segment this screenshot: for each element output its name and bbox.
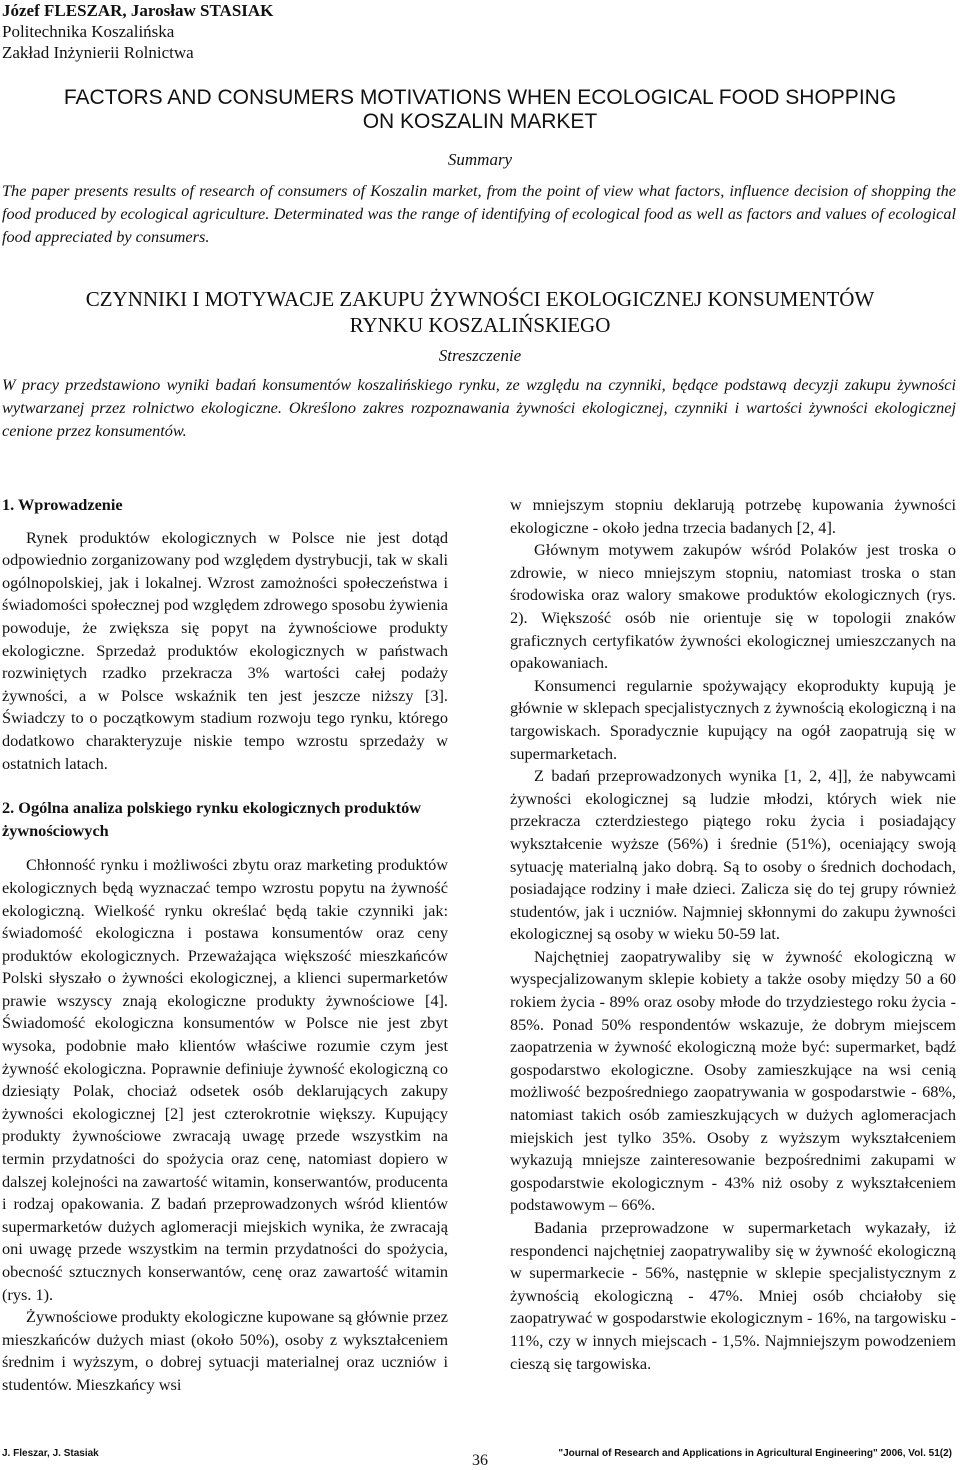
right-paragraph-1: Głównym motywem zakupów wśród Polaków jest troska o zdrowie, w nieco mniejszym stopniu, natomiast troska o stan środowiska oraz walory smakowe produktów ekologicznych (rys. 2). Większość osób nie orientuje się w topologii znaków graficznych certyfikatów żywności ekologicznej umieszczanych na opakowaniach. xyxy=(510,540,956,673)
polish-title-line2: RYNKU KOSZALIŃSKIEGO xyxy=(349,313,611,337)
affiliation-university: Politechnika Koszalińska xyxy=(2,22,175,41)
author-block xyxy=(2,0,273,63)
english-title-line1: FACTORS AND CONSUMERS MOTIVATIONS WHEN ECOLOGICAL FOOD SHOPPING xyxy=(63,86,897,109)
section1-paragraph: Rynek produktów ekologicznych w Polsce nie jest dotąd odpowiednio zorganizowany pod względem dystrybucji, tak w skali ogólnopolskiej, jak i lokalnej. Wzrost zamożności społeczeństwa i świadomości społecznej pod względem zdrowego sposobu żywienia powoduje, że zwiększa się popyt na żywnościowe produkty ekologiczne. Sprzedaż produktów ekologicznych w państwach rozwiniętych rzadko przekracza 3% wartości całej podaży żywności, a w Polsce wskaźnik ten jest jeszcze niższy [3]. Świadczy to o początkowym stadium rozwoju tego rynku, którego dodatkowo charakteryzuje niskie tempo wzrostu sprzedaży w ostatnich latach. xyxy=(2,527,448,773)
right-paragraph-4: Najchętniej zaopatrywaliby się w żywność ekologiczną w wyspecjalizowanym sklepie kobiety a także osoby między 50 a 60 rokiem życia - 89% oraz osoby młode do trzydziestego roku życia - 85%. Ponad 50% respondentów wskazuje, że dobrym miejscem zaopatrzenia w żywność ekologiczną może być: supermarket, bądź gospodarstwo ekologiczne. Osoby zamieszkujące na wsi cenią możliwość bezpośredniego zaopatrywania w gospodarstwie - 68%, natomiast takich osób zamieszkujących w dużych aglomeracjach miejskich jest tylko 35%. Osoby z wyższym wykształceniem wykazują mniejsze zainteresowanie bezpośrednimi zakupami w gospodarstwie ekologicznym - 43% niż osoby z wykształceniem podstawowym – 66%. xyxy=(510,946,956,1215)
polish-abstract: W pracy przedstawiono wyniki badań konsumentów koszalińskiego rynku, ze względu na czynniki, będące podstawą decyzji zakupu żywności wytwarzanej przez rolnictwo ekologiczne. Określono zakres rozpoznawania żywności ekologicznej, czynniki i wartości żywności ekologicznej cenione przez konsumentów. xyxy=(2,375,956,440)
section1-heading: 1. Wprowadzenie xyxy=(2,495,123,514)
author-names: Józef FLESZAR, Jarosław STASIAK xyxy=(2,1,274,20)
section2-paragraph-2: Żywnościowe produkty ekologiczne kupowane są głównie przez mieszkańców dużych miast (około 50%), osoby z wykształceniem średnim i wyższym, o dobrej sytuacji materialnej oraz uczniów i studentów. Mieszkańcy wsi xyxy=(2,1307,448,1394)
english-abstract: The paper presents results of research of consumers of Koszalin market, from the point of view what factors, influence decision of shopping the food produced by ecological agriculture. Determinated was the range of identifying of ecological food as well as factors and values of ecological food appreciated by consumers. xyxy=(2,181,956,246)
left-column xyxy=(2,494,448,1397)
summary-label: Summary xyxy=(447,150,513,169)
right-paragraph-5: Badania przeprowadzone w supermarketach wykazały, iż respondenci najchętniej zaopatrywaliby się w żywność ekologiczną w supermarkecie - 56%, następnie w sklepie specjalistycznym z żywnością ekologiczną - 47%. Mniej osób chciałoby się zaopatrywać w gospodarstwie ekologicznym - 16%, na targowisku - 11%, czy w innych miejscach - 1,5%. Najmniejszym powodzeniem cieszą się targowiska. xyxy=(510,1218,956,1373)
page-number: 36 xyxy=(472,1452,488,1469)
right-paragraph-2: Konsumenci regularnie spożywający ekoprodukty kupują je głównie w sklepach specjalistycznych z żywnością ekologiczną i na targowiskach. Sporadycznie kupujący na ogół zaopatrują się w supermarketach. xyxy=(510,675,956,763)
section2-heading: 2. Ogólna analiza polskiego rynku ekologicznych produktów żywnościowych xyxy=(2,798,422,840)
right-column xyxy=(510,494,956,1375)
polish-title-line1: CZYNNIKI I MOTYWACJE ZAKUPU ŻYWNOŚCI EKOLOGICZNEJ KONSUMENTÓW xyxy=(85,287,875,311)
streszczenie-label: Streszczenie xyxy=(438,346,522,365)
affiliation-department: Zakład Inżynierii Rolnictwa xyxy=(2,43,194,62)
polish-title xyxy=(0,286,960,338)
english-title xyxy=(0,86,960,134)
english-title-line2: ON KOSZALIN MARKET xyxy=(362,110,598,133)
right-paragraph-3: Z badań przeprowadzonych wynika [1, 2, 4]], że nabywcami żywności ekologicznej są ludzie młodzi, których wiek nie przekracza czterdziestego piątego roku życia i posiadający wykształcenie wyższe (56%) i średnie (51%), oceniający swoją sytuację materialną jako dobrą. Są to osoby o średnich dochodach, posiadające rodziny i małe dzieci. Zalicza się do tej grupy również studentów, jak i uczniów. Najmniej skłonnymi do zakupu żywności ekologicznej są osoby w wieku 50-59 lat. xyxy=(510,766,956,944)
right-continuation-paragraph: w mniejszym stopniu deklarują potrzebę kupowania żywności ekologiczne - około jedna trzecia badanych [2, 4]. xyxy=(510,495,956,537)
section2-paragraph-1: Chłonność rynku i możliwości zbytu oraz marketing produktów ekologicznych będą wyznaczać tempo wzrostu popytu na żywność ekologiczną. Wielkość rynku określać będą takie czynniki jak: świadomość ekologiczna i postawa konsumentów oraz ceny produktów ekologicznych. Przeważająca większość mieszkańców Polski słyszało o żywności ekologicznej, a klienci supermarketów prawie wszyscy znają ekologiczne produkty żywnościowe [4]. Świadomość ekologiczna konsumentów w Polsce nie jest zbyt wysoka, podobnie mało klientów właściwe rozumie czym jest żywność ekologiczna. Poprawnie definiuje żywność ekologiczną co dziesiąty Polak, chociaż odsetek osób deklarujących zakupy żywności ekologicznej [2] jest czterokrotnie większy. Kupujący produkty żywnościowe zwracają uwagę przede wszystkim na termin przydatności do spożycia oraz cenę, natomiast dopiero w dalszej kolejności na zawartość witamin, konserwantów, producenta i rodzaj opakowania. Z badań przeprowadzonych wśród klientów supermarketów dużych aglomeracji miejskich wynika, że zwracają oni uwagę przede wszystkim na termin przydatności do spożycia, obecność sztucznych konserwantów, cenę oraz zawartość witamin (rys. 1). xyxy=(2,855,448,1304)
footer-authors: J. Fleszar, J. Stasiak xyxy=(2,1448,99,1459)
footer-journal: "Journal of Research and Applications in Agricultural Engineering" 2006, Vol. 51(2) xyxy=(558,1448,952,1459)
